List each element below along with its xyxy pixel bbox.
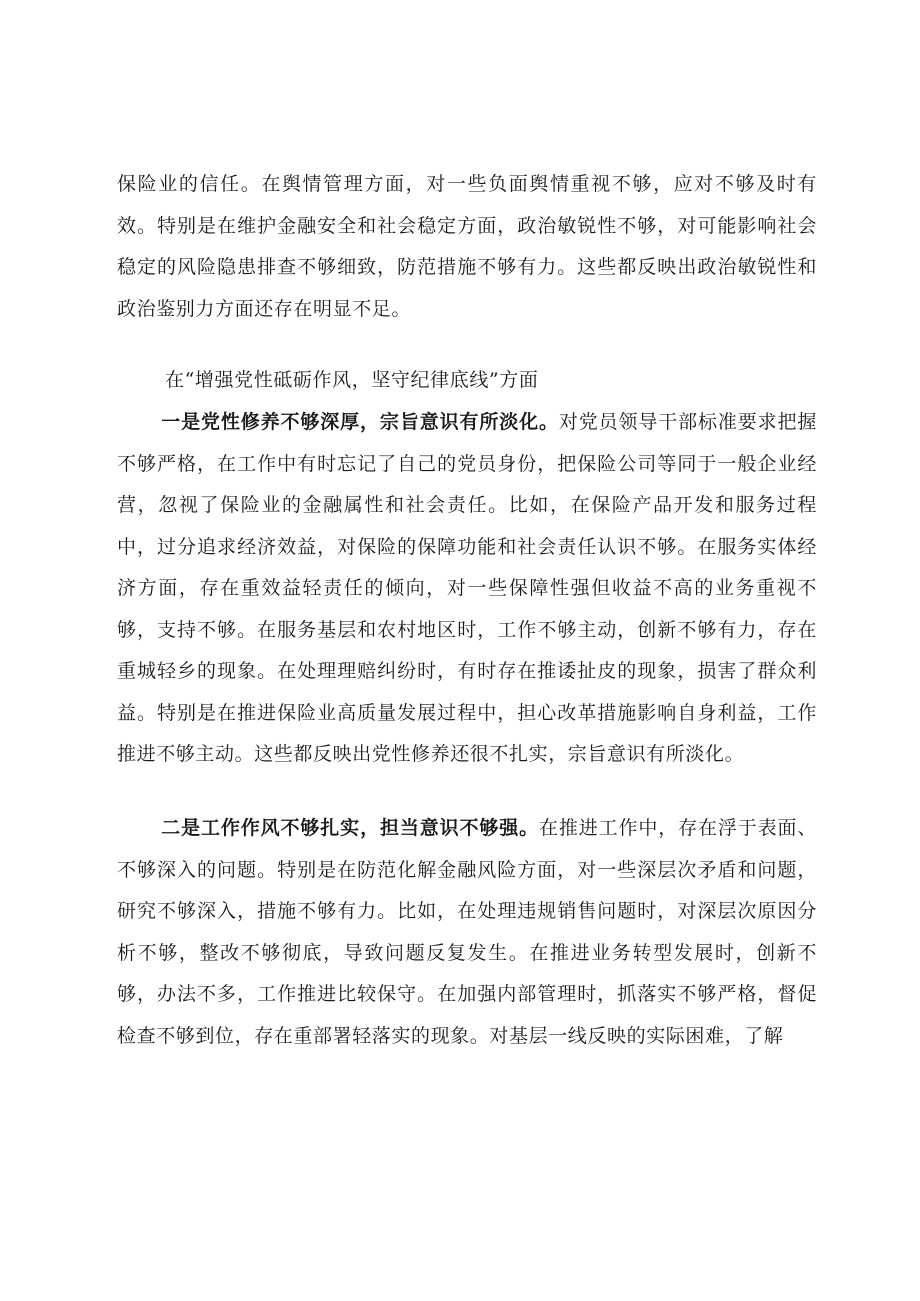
paragraph-party-spirit bbox=[117, 402, 817, 776]
paragraph-text: 保险业的信任。在舆情管理方面，对一些负面舆情重视不够，应对不够及时有效。特别是在维护金融安全和社会稳定方面，政治敏锐性不够，对可能影响社会稳定的风险隐患排查不够细致，防范措施不够有力。这些都反映出政治敏锐性和政治鉴别力方面还存在明显不足。 bbox=[117, 173, 817, 320]
paragraph-lead-sentence: 二是工作作风不够扎实，担当意识不够强。 bbox=[161, 817, 539, 839]
paragraph-text: 在推进工作中，存在浮于表面、不够深入的问题。特别是在防范化解金融风险方面，对一些深层次矛盾和问题，研究不够深入，措施不够有力。比如，在处理违规销售问题时，对深层次原因分析不够，整改不够彻底，导致问题反复发生。在推进业务转型发展时，创新不够，办法不多，工作推进比较保守。在加强内部管理时，抓落实不够严格，督促检查不够到位，存在重部署轻落实的现象。对基层一线反映的实际困难，了解 bbox=[117, 817, 818, 1047]
paragraph-lead-sentence: 一是党性修养不够深厚，宗旨意识有所淡化。 bbox=[161, 411, 559, 433]
section-heading-text: 在“增强党性砥砺作风，坚守纪律底线”方面 bbox=[165, 369, 539, 391]
section-heading bbox=[117, 360, 817, 401]
paragraph-text: 对党员领导干部标准要求把握不够严格，在工作中有时忘记了自己的党员身份，把保险公司等同于一般企业经营，忽视了保险业的金融属性和社会责任。比如，在保险产品开发和服务过程中，过分追求经济效益，对保险的保障功能和社会责任认识不够。在服务实体经济方面，存在重效益轻责任的倾向，对一些保障性强但收益不高的业务重视不够，支持不够。在服务基层和农村地区时，工作不够主动，创新不够有力，存在重城轻乡的现象。在处理理赔纠纷时，有时存在推诿扯皮的现象，损害了群众利益。特别是在推进保险业高质量发展过程中，担心改革措施影响自身利益，工作推进不够主动。这些都反映出党性修养还很不扎实，宗旨意识有所淡化。 bbox=[117, 411, 817, 765]
paragraph-work-style bbox=[117, 808, 817, 1057]
paragraph-political-sensitivity bbox=[117, 164, 817, 330]
